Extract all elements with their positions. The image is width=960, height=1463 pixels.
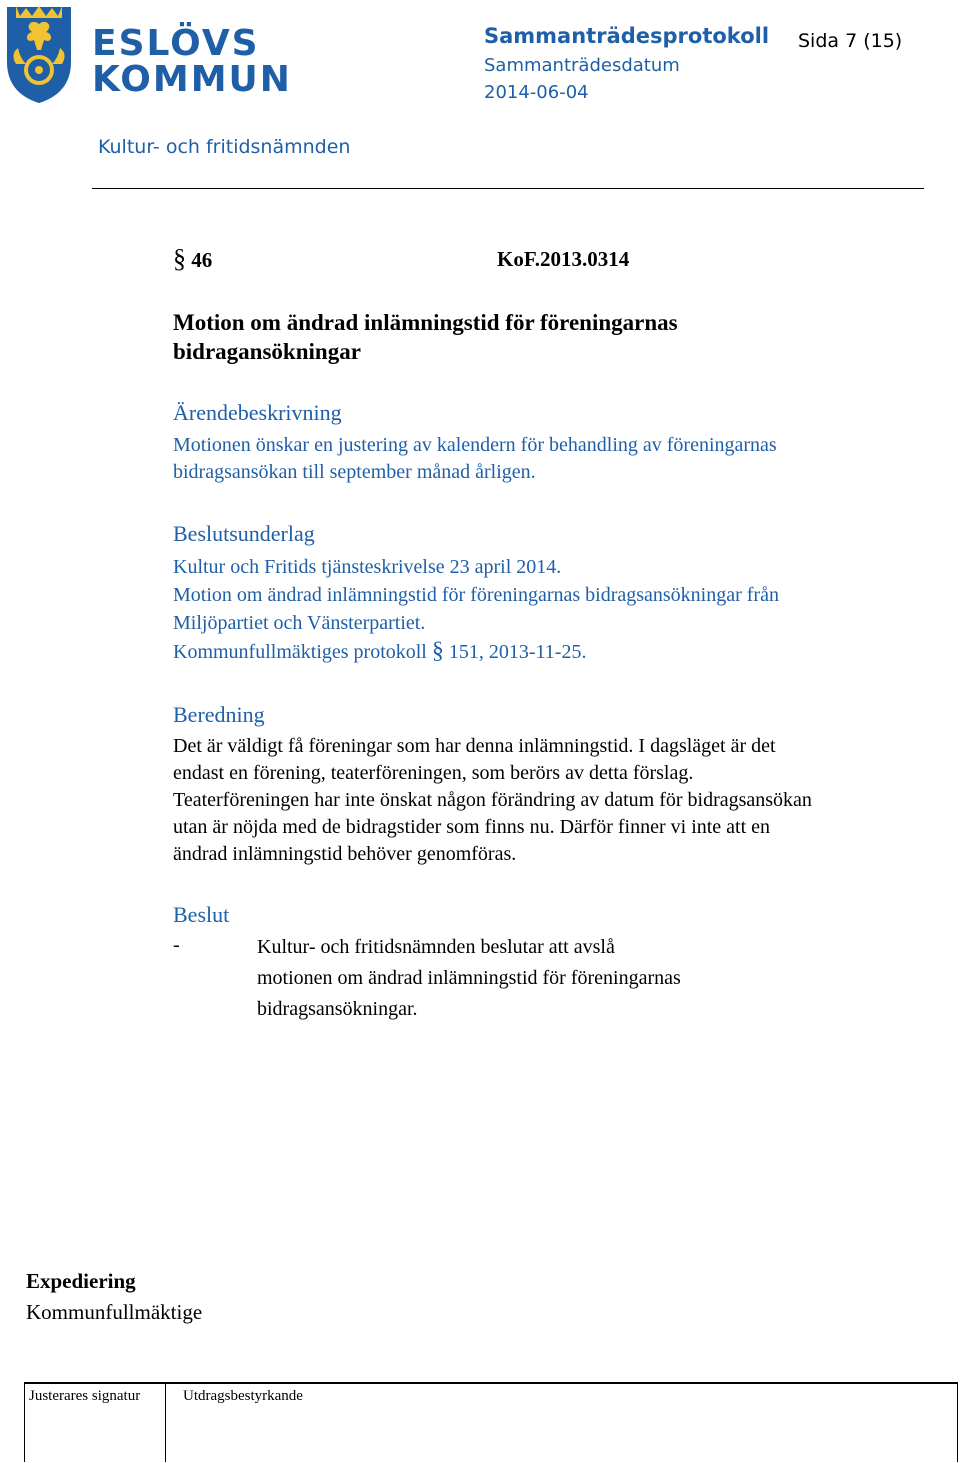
signature-box — [25, 1384, 166, 1462]
text-line: Teaterföreningen har inte önskat någon förändring av datum för bidragsansökan — [173, 789, 812, 811]
signature-footer — [24, 1382, 958, 1462]
beslut-dash: - — [173, 934, 180, 956]
item-number — [173, 245, 212, 274]
text-line: motionen om ändrad inlämningstid för föreningarnas — [257, 967, 681, 989]
section-heading-beslutsunderlag: Beslutsunderlag — [173, 521, 315, 546]
logo-line-1: ESLÖVS — [92, 23, 260, 64]
text-line: Kultur och Fritids tjänsteskrivelse 23 april 2014. — [173, 556, 562, 578]
item-number-value: 46 — [191, 248, 213, 272]
section-heading-arendebeskrivning: Ärendebeskrivning — [173, 400, 342, 425]
text-line: Det är väldigt få föreningar som har denna inlämningstid. I dagsläget är det — [173, 735, 776, 757]
text-line: ändrad inlämningstid behöver genomföras. — [173, 843, 517, 865]
protocol-reference — [173, 637, 779, 666]
header-divider — [92, 188, 924, 189]
text-line: utan är nöjda med de bidragstider som finns nu. Därför finner vi inte att en — [173, 816, 771, 838]
document-type: Sammanträdesprotokoll — [484, 24, 770, 48]
section-symbol: § — [173, 244, 186, 273]
arendebeskrivning-text — [173, 432, 777, 486]
beslutsunderlag-list — [173, 553, 779, 666]
beredning-text — [173, 733, 812, 868]
text-line: bidragsansökningar. — [257, 998, 418, 1020]
meeting-date: 2014-06-04 — [484, 82, 589, 103]
section-heading-beslut: Beslut — [173, 902, 230, 927]
logo-line-2: KOMMUN — [92, 59, 292, 100]
text-line: Miljöpartiet och Vänsterpartiet. — [173, 612, 426, 634]
page-number: Sida 7 (15) — [798, 30, 903, 52]
item-title — [173, 308, 678, 366]
extract-box — [165, 1384, 957, 1462]
item-title-line: Motion om ändrad inlämningstid för föreningarnas — [173, 310, 678, 335]
beslut-text — [257, 932, 681, 1025]
committee-name: Kultur- och fritidsnämnden — [98, 136, 351, 158]
expediering-recipient: Kommunfullmäktige — [26, 1300, 203, 1324]
text-line: Motion om ändrad inlämningstid för föreningarnas bidragsansökningar från — [173, 584, 779, 606]
protocol-reference-post: 151, 2013-11-25. — [448, 641, 587, 663]
section-heading-beredning: Beredning — [173, 702, 265, 727]
signature-label: Justerares signatur — [29, 1388, 141, 1404]
protocol-reference-pre: Kommunfullmäktiges protokoll — [173, 641, 427, 663]
municipality-logo-text — [92, 23, 292, 100]
section-symbol: § — [431, 638, 444, 664]
case-id: KoF.2013.0314 — [497, 247, 630, 271]
municipal-crest — [6, 4, 72, 104]
item-title-line: bidragansökningar — [173, 339, 361, 364]
meeting-date-label: Sammanträdesdatum — [484, 55, 680, 76]
text-line: endast en förening, teaterföreningen, som berörs av detta förslag. — [173, 762, 694, 784]
section-heading-expediering: Expediering — [26, 1269, 136, 1293]
extract-label: Utdragsbestyrkande — [183, 1388, 303, 1404]
text-line: Kultur- och fritidsnämnden beslutar att avslå — [257, 936, 615, 958]
text-line: bidragsansökan till september månad årligen. — [173, 461, 536, 483]
text-line: Motionen önskar en justering av kalendern för behandling av föreningarnas — [173, 434, 777, 456]
